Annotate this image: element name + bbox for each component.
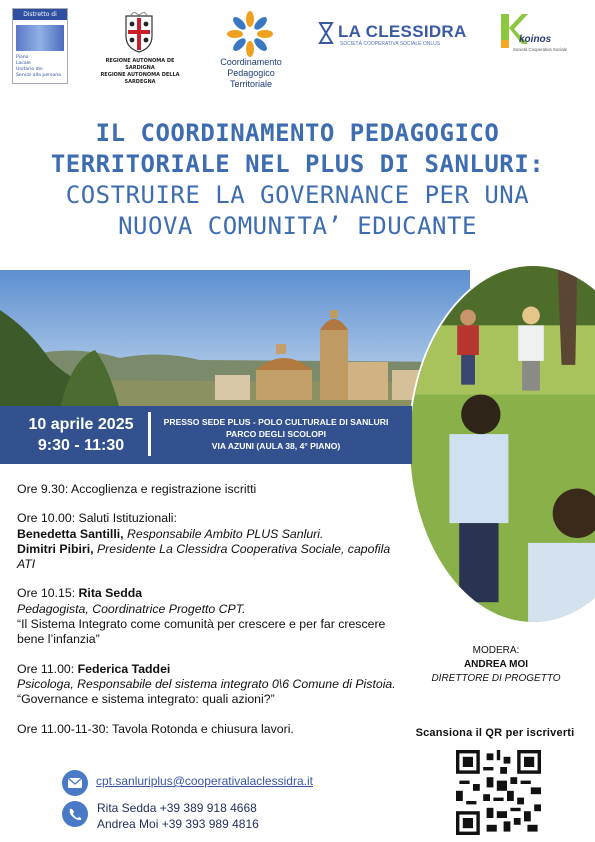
- event-date-time: [16, 414, 146, 456]
- clessidra-logo-name: LA CLESSIDRA: [338, 22, 467, 41]
- cpt-flower-logo-icon: [226, 10, 274, 58]
- koinos-logo-name: koinos: [519, 34, 552, 45]
- cpt-logo-text: [208, 57, 294, 90]
- title-line4: NUOVA COMUNITA’ EDUCANTE: [118, 212, 477, 240]
- program-list: [17, 482, 402, 751]
- regione-line1: REGIONE AUTONOMA DE SARDIGNA: [105, 58, 175, 71]
- cpt-line2: Pedagogico: [227, 68, 275, 78]
- contact-email-link[interactable]: cpt.sanluriplus@cooperativalaclessidra.it: [96, 774, 313, 788]
- venue-line1: PRESSO SEDE PLUS - POLO CULTURALE DI SANLURI: [163, 417, 389, 427]
- banner-divider: [148, 412, 151, 456]
- moderator-label: MODERA:: [472, 645, 520, 656]
- speaker-name: Benedetta Santilli,: [17, 526, 124, 541]
- people-silhouette-icon: [16, 25, 64, 51]
- contact-phones: [97, 800, 259, 832]
- distretto-logo-header: Distretto di: [13, 9, 67, 20]
- event-time: 9:30 - 11:30: [37, 437, 125, 454]
- moderator-name: ANDREA MOI: [463, 659, 529, 670]
- event-venue: [152, 416, 400, 452]
- program-time: Ore 10.15:: [17, 586, 79, 601]
- hourglass-icon: [318, 22, 334, 44]
- venue-line3: VIA AZUNI (AULA 38, 4° PIANO): [211, 441, 341, 451]
- program-item: [17, 662, 402, 708]
- regione-logo-text: [90, 58, 190, 86]
- contact-phone-1[interactable]: Rita Sedda +39 389 918 4668: [97, 801, 257, 815]
- phone-icon: [62, 801, 88, 827]
- talk-title: “Governance e sistema integrato: quali azioni?”: [17, 692, 275, 707]
- contact-phone-2[interactable]: Andrea Moi +39 393 989 4816: [97, 817, 259, 831]
- cpt-line3: Territoriale: [229, 79, 272, 89]
- event-date: 10 aprile 2025: [28, 416, 134, 433]
- distretto-sanluri-logo: [12, 8, 68, 84]
- moderator-block: [410, 644, 582, 686]
- qr-label: Scansiona il QR per iscriverti: [415, 727, 575, 739]
- speaker-role: Psicologa, Responsabile del sistema integrato 0\6 Comune di Pistoia.: [17, 676, 396, 691]
- moderator-role: DIRETTORE DI PROGETTO: [431, 673, 561, 684]
- venue-line2: PARCO DEGLI SCOLOPI: [225, 429, 327, 439]
- email-icon: [62, 770, 88, 796]
- talk-title: “Il Sistema Integrato come comunità per crescere e per far crescere bene l’infanzia”: [17, 617, 386, 647]
- program-time: Ore 10.00: Saluti Istituzionali:: [17, 511, 177, 526]
- event-title: [10, 118, 585, 242]
- cpt-line1: Coordinamento: [220, 57, 282, 67]
- regione-line2: REGIONE AUTONOMA DELLA SARDEGNA: [100, 72, 180, 85]
- program-item: [17, 511, 402, 572]
- sanluri-landscape-photo: [0, 270, 470, 410]
- title-line2: TERRITORIALE NEL PLUS DI SANLURI:: [50, 150, 545, 178]
- program-item-text: Ore 11.00-11-30: Tavola Rotonda e chiusura lavori.: [17, 721, 294, 736]
- clessidra-logo-sub: SOCIETÀ COOPERATIVA SOCIALE ONLUS: [340, 41, 441, 47]
- speaker-name: Dimitri Pibiri,: [17, 541, 94, 556]
- title-line1: IL COORDINAMENTO PEDAGOGICO: [95, 119, 500, 147]
- program-item-text: Ore 9.30: Accoglienza e registrazione iscritti: [17, 482, 257, 496]
- program-item: [17, 482, 402, 497]
- sardegna-coat-of-arms-icon: [118, 12, 160, 54]
- program-item: [17, 586, 402, 647]
- title-line3: COSTRUIRE LA GOVERNANCE PER UNA: [65, 181, 530, 209]
- program-item: [17, 722, 402, 737]
- speaker-role: Responsabile Ambito PLUS Sanluri.: [123, 526, 324, 541]
- speaker-name: Federica Taddei: [77, 661, 171, 676]
- speaker-role: Pedagogista, Coordinatrice Progetto CPT.: [17, 601, 246, 616]
- speaker-role: Presidente La Clessidra Cooperativa Sociale, capofila ATI: [17, 541, 391, 572]
- koinos-logo-sub: Società Cooperativa Sociale: [513, 47, 567, 52]
- program-time: Ore 11.00:: [17, 661, 78, 676]
- distretto-logo-text: Piano Locale Unitario dei Servizi alla persona: [16, 55, 61, 78]
- speaker-name: Rita Sedda: [78, 586, 143, 601]
- registration-qr-code[interactable]: [456, 750, 541, 835]
